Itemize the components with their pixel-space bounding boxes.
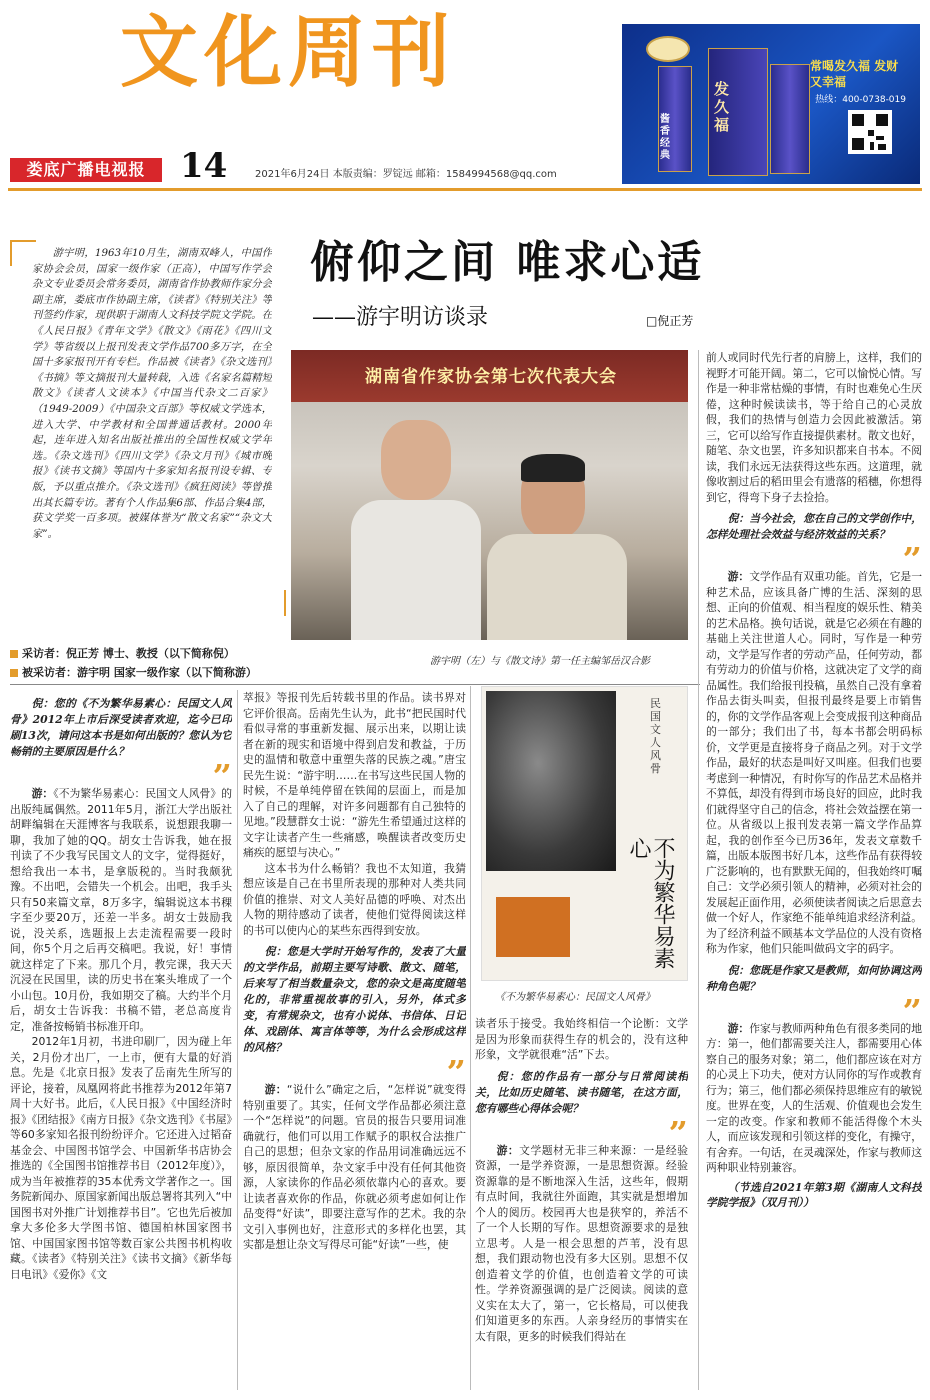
article-title: 俯仰之间 唯求心适 [310, 237, 705, 288]
photo-person-left [381, 420, 451, 500]
question-text: 您是大学时开始写作的，发表了大量的文学作品，前期主要写诗歌、散文、随笔，后来写了相当数量杂文，您的杂文是高度随笔化的，非常重视故事的引入，另外，体式多变，有常规杂文，也有小说体、书信体、日记体、戏剧体、寓言体等等，为什么会形成这样的风格？ [243, 945, 466, 1054]
photo-person-left-body [351, 500, 481, 640]
interview-answer [243, 1082, 466, 1253]
book-cover-series: 民国文人风骨 [650, 697, 661, 775]
bio-box-bracket-left [10, 240, 12, 266]
article-author: □倪正芳 [646, 314, 694, 328]
newspaper-logo: 娄底广播电视报 [10, 158, 162, 182]
bio-box-bracket-right [284, 590, 286, 616]
photo-person-right-body [487, 534, 627, 640]
book-cover-image [481, 686, 688, 981]
answer-speaker: 游： [31, 787, 54, 800]
question-text: 您的《不为繁华易素心：民国文人风骨》2012年上市后深受读者欢迎，迄今已印刷13次，请问这本书是如何出版的？您认为它畅销的主要原因是什么？ [10, 697, 232, 758]
interviewer-text: 采访者：倪正芳 博士、教授（以下简称倪） [22, 647, 235, 660]
ad-slogan: 常喝发久福 发财又幸福 [810, 59, 899, 89]
interviewee-label [10, 664, 257, 680]
answer-text: “说什么”确定之后，“怎样说”就变得特别重要了。其实，任何文学作品都必须注意一个“怎样说”的问题。官员的报告只要用词准确就行，他们可以用工作赋予的职权合法推广自己的思想；但杂文家的作品用词准确远远不够，原因很简单，杂文家手中没有任何其他资源，人家读你的作品必须依靠内心的喜欢。要让读者喜欢你的作品，你就必须考虑如何让作品变得“好读”，即要注意写作的艺术。我的杂文引入事例也好，注意形式的多样化也罢，其实都是想让杂文写得尽可能“好读”一些，使 [243, 1083, 466, 1251]
answer-speaker: 游： [264, 1083, 287, 1096]
answer-text: 作家与教师两种角色有很多类同的地方：第一，他们都需要关注人，都需要用心体察自己的服务对象；第二，他们都应该在对方的心灵上下功夫，使对方认同你的写作或教育行为；第三，他们都必须保持思维应有的敏锐度。世界在变，人的生活观、价值观也会发生一定的改变。作家和教师不能活得像个木头人，而应该发现和引领这样的变化，有操守，有舍弃。一句话，在灵魂深处，作家与教师这两种职业特别兼容。 [706, 1021, 922, 1174]
question-text: 您的作品有一部分与日常阅读相关，比如历史随笔、读书随笔，在这方面，您有哪些心得体会呢？ [475, 1069, 688, 1115]
quote-mark-icon: ” [446, 1060, 466, 1082]
interview-question [706, 963, 922, 995]
answer-text: 文学题材无非三种来源：一是经验资源，一是学养资源，一是思想资源。经验资源靠的是不断地深入生活，这些年，假期有点时间，我就往外面跑，其实就是想增加个人的阅历。校园再大也是狭窄的，养活不了一个人长期的写作。思想资源要求的是独立思考。人是一根会思想的芦苇，没有思想，我们跟动物也没有多大区别。思想不仅创造着文学的价值，也创造着文学的可读性。学养资源强调的是广泛阅读。阅读的意义实在太大了，第一，它长格局，可以使我们知道更多的东西。人亲身经历的事情实在太有限，更多的时候我们得站在 [475, 1143, 688, 1343]
author-bio-text: 游宇明，1963年10月生，湖南双峰人，中国作家协会会员，国家一级作家（正高），中国写作学会杂文专业委员会常务委员，湖南省作协教师作家分会副主席，娄底市作协副主席，《读者》《特别关注》等刊签约作家，现供职于湖南人文科技学院文学院。在《人民日报》《青年文学》《散文》《雨花》《四川文学》等省级以上报刊发表文学作品700多万字，在全国十多家报刊开有专栏。作品被《读者》《杂文选刊》《书摘》等文摘报刊大量转载，入选《名家名篇精短散文》《读者人文读本》《中国当代杂文二百家》（1949-2009）《中国杂文百部》等权威文学选本，进入大学、中学教材和全国普通话教材。2000年起，连年进入知名出版社推出的全国性权威文学年选。《杂文选刊》《四川文学》《杂文月刊》《城市晚报》《读书文摘》等国内十多家知名报刊设专辑、专版，予以重点推介。《杂文选刊》《疯狂阅读》等曾推出其长篇专访。著有个人作品集6部、作品合集4部，获文学奖一百多项。被媒体誉为“散文名家”“杂文大家”。 [32, 247, 272, 540]
column-rule-1 [237, 690, 238, 1390]
interview-question [243, 944, 466, 1056]
photo-banner: 湖南省作家协会第七次代表大会 [365, 367, 617, 387]
answer-speaker: 游： [727, 1021, 750, 1035]
question-speaker: 倪： [727, 963, 750, 977]
section-divider [10, 684, 700, 685]
bio-box-bracket [10, 240, 36, 242]
book-cover-art [486, 691, 616, 871]
masthead-title: 文化周刊 [120, 7, 457, 98]
interview-question [706, 511, 922, 543]
qr-code-icon[interactable] [848, 110, 892, 154]
quote-mark-icon: ” [212, 764, 232, 786]
answer-speaker: 游： [727, 570, 750, 583]
photo-caption: 游宇明（左）与《散文诗》第一任主编邹岳汉合影 [430, 656, 650, 667]
author-bio [32, 246, 272, 614]
article-column-1 [10, 690, 232, 1390]
interview-question [10, 696, 232, 760]
interview-answer [10, 786, 232, 1034]
article-paragraph: 2012年1月初，书进印刷厂，因为碰上年关，2月份才出厂，一上市，便有大量的好消息。先是《北京日报》发表了岳南先生所写的评论，接着，凤凰网将此书推荐为2012年第7周十大好书。此后，《人民日报》《中国经济时报》《团结报》《南方日报》《杂文选刊》《书屋》等60多家知名报刊纷纷评介。它还进入过韬奋基金会、中国图书馆学会、中国新华书店协会推选的《全国图书馆推荐书目（2012年度）》，成为当年被推荐的35本优秀文学著作之一。国务院新闻办、原国家新闻出版总署将其列入“中国图书对外推广计划推荐书目”。它也先后被加拿大多伦多大学图书馆、德国柏林国家图书馆、中国国家图书馆等数百家公共图书机构收藏。《读者》《特别关注》《读书文摘》《新华每日电讯》《爱你》《文 [10, 1035, 232, 1281]
question-speaker: 倪： [496, 1069, 521, 1083]
article-column-4 [706, 350, 922, 1390]
interview-answer [706, 569, 922, 957]
dateline: 2021年6月24日 本版责编：罗锭远 邮箱：1584994568@qq.com [255, 169, 557, 180]
quote-mark-icon: ” [902, 998, 922, 1021]
interview-photo [291, 350, 688, 640]
photo-person-right-hair [521, 454, 585, 482]
interviewer-label [10, 645, 235, 661]
interview-answer [475, 1143, 688, 1345]
column-rule-2 [470, 686, 471, 1390]
question-text: 当今社会，您在自己的文学创作中，怎样处理社会效益与经济效益的关系？ [706, 512, 922, 541]
header-divider [8, 188, 922, 191]
page-number: 14 [180, 146, 228, 186]
ad-phone: 热线：400-0738-019 [815, 95, 906, 105]
question-text: 您既是作家又是教师，如何协调这两种角色呢？ [706, 963, 922, 993]
article-column-3 [475, 1016, 688, 1390]
book-caption: 《不为繁华易素心：民国文人风骨》 [495, 992, 655, 1003]
question-speaker: 倪： [727, 512, 750, 525]
article-paragraph: 读者乐于接受。我始终相信一个论断：文学是因为形象而获得生存的机会的，没有这种形象，文学就很难“活”下去。 [475, 1017, 688, 1061]
question-speaker: 倪： [31, 697, 54, 710]
article-paragraph: 萃报》等报刊先后转载书里的作品。读书界对它评价很高。岳南先生认为，此书“把民国时代看似寻常的事重新发掘、展示出来，以期让读者在新的现实和语境中得到启发和教益，于历史的温情和敬意中重塑失落的民族之魂。”唐宝民先生说：“游宇明……在书写这些民国人物的时候，不是单纯停留在铁闻的层面上，而是加入了自己的理解，对许多问题都有自己独特的见地。”段慧群女士说：“游先生希望通过这样的文字让读者产生一些痛感，唤醒读者改变历史痛疾的愿望与决心。” [243, 691, 466, 859]
interview-answer [706, 1021, 922, 1176]
answer-text: 文学作品有双重功能。首先，它是一种艺术品，应该具备广博的生活、深刻的思想、正向的价值观、相当程度的娱乐性、精美的艺术品格。换句话说，就是它必须在有趣的基础上关注世道人心。同时，写作是一种劳动，文学是写作者的劳动产品，任何劳动，都有劳动力的价值与价格，这就决定了文学的商品属性。我们给报刊投稿，虽然自己没有拿着作品去街头叫卖，但报刊最终是要上市销售的，你的文学作品客观上会变成报刊这种商品的一部分；我们出了书，每本书都会明码标价，文学更是直接将身子商品之列。对于文学作品，最好的状态是叫好又叫座。但我们也要考虑到一种情况，有时你写的作品艺术品格并不算低，却没有得到市场良好的回应，此时我们就得坚守自己的信念，将社会效益摆在第一位。从省级以上报刊发表第一篇文学作品算起，我的创作至今已历36年，发表文章数千篇，出版本版图书好几本，这些作品有获得较广泛影响的，也有默默无闻的，但我始终叮嘱自己：文学必须引领人的精神，必须对社会的发展起正面作用，必须使读者阅读之后思意去做一个好人，作家绝不能单纯追求经济利益。为了经济利益不顾基本文学品位的人没有资格称为作家，他们只能叫做码文字的码字。 [706, 570, 922, 955]
ad-brand: 发久福 [714, 80, 730, 134]
article-paragraph: 前人或同时代先行者的肩膀上，这样，我们的视野才可能开阔。第二，它可以愉悦心情。写作是一种非常枯燥的事情，有时也难免心生厌倦，这种时候读读书，等于给自己的心灵放假，我们的热情与创造力会因此被激活。第三，它可以给写作直接提供素材。散文也好，随笔、杂文也罢，许多知识都来自书本。不阅读，我们永远无法获得这些东西。这道理，就像收割过后的稻田里会有遗落的稻穗，你想得到它，得弯下身子去捡拾。 [706, 351, 922, 504]
article-subtitle: ——游宇明访谈录 [312, 305, 489, 330]
column-rule-3 [698, 350, 699, 1390]
ad-bottle-right [770, 64, 810, 174]
article-column-2 [243, 690, 466, 1390]
ad-brand-badge [646, 36, 690, 62]
article-paragraph: 这本书为什么畅销？我也不太知道，我猜想应该是自己在书里所表现的那种对人类共同价值的推崇、对文人美好品德的呼唤、对杰出人物的期待感动了读者，使他们觉得阅读这样的书可以使内心的某些东西得到安放。 [243, 861, 466, 937]
ad-product: 酱香经典 [660, 114, 670, 161]
book-cover-title: 不为繁华易素心 [626, 837, 675, 969]
interview-question [475, 1069, 688, 1117]
answer-speaker: 游： [496, 1143, 520, 1157]
answer-text: 《不为繁华易素心：民国文人风骨》的出版纯属偶然。2011年5月，浙江大学出版社胡畔编辑在天涯博客与我联系，说想跟我聊一聊，我加了她的QQ。胡女士告诉我，她在报刊读了不少我写民国文人的文字，觉得挺好，想给我出一本书，是拿版税的。当时我颇犹豫。不出吧，会错失一个机会。出吧，我手头只有50来篇文章，8万多字，编辑说这本书稞字至少要20万，还差一半多。胡女士鼓励我说，没关系，选题报上去走流程需要一段时间，你5个月之后再交稿吧。我说，好！事情就这样定了下来。那几个月，教完课，我天天沉浸在民国里，读的历史书在案头堆成了一个小山包。10月份，我如期交了稿。大约半个月后，胡女士告诉我：书稿不错，老总高度肯定，准备按畅销书标准开印。 [10, 787, 232, 1033]
source-note: （节选自2021年第3期《湖南人文科技学院学报》（双月刊）） [706, 1180, 922, 1209]
quote-mark-icon: ” [668, 1120, 688, 1143]
quote-mark-icon: ” [902, 547, 922, 569]
question-speaker: 倪： [264, 945, 288, 958]
book-cover-badge [496, 897, 570, 957]
advertisement-banner[interactable] [622, 24, 920, 184]
interviewee-text: 被采访者：游宇明 国家一级作家（以下简称游） [22, 666, 257, 679]
